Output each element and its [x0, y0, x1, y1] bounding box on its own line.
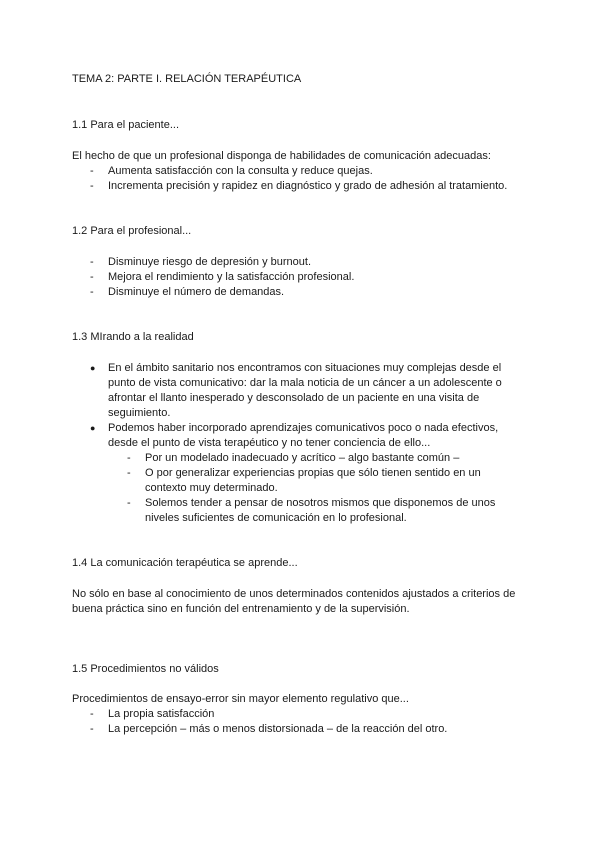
- dash-marker: -: [127, 452, 131, 464]
- section-paragraph-line: No sólo en base al conocimiento de unos determinados contenidos ajustados a criterios de: [72, 588, 516, 600]
- list-item-text: Disminuye el número de demandas.: [108, 286, 285, 298]
- document-title: TEMA 2: PARTE I. RELACIÓN TERAPÉUTICA: [72, 73, 302, 85]
- sub-list-line: contexto muy determinado.: [145, 482, 278, 494]
- sub-list-line: niveles suficientes de comunicación en lo profesional.: [145, 512, 407, 524]
- section-intro-1-5: Procedimientos de ensayo-error sin mayor elemento regulativo que...: [72, 693, 409, 705]
- section-heading-1-3: 1.3 MIrando a la realidad: [72, 331, 194, 343]
- bullet-line: Podemos haber incorporado aprendizajes comunicativos poco o nada efectivos,: [108, 422, 499, 434]
- section-heading-1-1: 1.1 Para el paciente...: [72, 119, 180, 131]
- list-item-text: Incrementa precisión y rapidez en diagnóstico y grado de adhesión al tratamiento.: [108, 180, 508, 192]
- bullet-line: En el ámbito sanitario nos encontramos con situaciones muy complejas desde el: [108, 362, 502, 374]
- dash-marker: -: [90, 180, 94, 192]
- bullet-line: seguimiento.: [108, 407, 171, 419]
- sub-list-line: Por un modelado inadecuado y acrítico – algo bastante común –: [145, 452, 460, 464]
- section-heading-1-4: 1.4 La comunicación terapéutica se aprende...: [72, 557, 298, 569]
- list-item-text: Aumenta satisfacción con la consulta y reduce quejas.: [108, 165, 373, 177]
- bullet-line: desde el punto de vista terapéutico y no tener conciencia de ello...: [108, 437, 431, 449]
- dash-marker: -: [90, 271, 94, 283]
- dash-marker: -: [90, 256, 94, 268]
- bullet-marker: ●: [90, 423, 96, 433]
- section-heading-1-5: 1.5 Procedimientos no válidos: [72, 663, 219, 675]
- list-item-text: La percepción – más o menos distorsionada – de la reacción del otro.: [108, 723, 448, 735]
- section-intro-1-1: El hecho de que un profesional disponga de habilidades de comunicación adecuadas:: [72, 150, 491, 162]
- dash-marker: -: [90, 723, 94, 735]
- dash-marker: -: [90, 286, 94, 298]
- dash-marker: -: [127, 497, 131, 509]
- list-item-text: Disminuye riesgo de depresión y burnout.: [108, 256, 312, 268]
- dash-marker: -: [90, 708, 94, 720]
- bullet-line: afrontar el llanto inesperado y desconsolado de un paciente en una visita de: [108, 392, 480, 404]
- dash-marker: -: [90, 165, 94, 177]
- section-heading-1-2: 1.2 Para el profesional...: [72, 225, 192, 237]
- dash-marker: -: [127, 467, 131, 479]
- section-paragraph-line: buena práctica sino en función del entrenamiento y de la supervisión.: [72, 603, 410, 615]
- sub-list-line: O por generalizar experiencias propias que sólo tienen sentido en un: [145, 467, 481, 479]
- sub-list-line: Solemos tender a pensar de nosotros mismos que disponemos de unos: [145, 497, 496, 509]
- list-item-text: La propia satisfacción: [108, 708, 215, 720]
- list-item-text: Mejora el rendimiento y la satisfacción profesional.: [108, 271, 355, 283]
- bullet-line: punto de vista comunicativo: dar la mala noticia de un cáncer a un adolescente o: [108, 377, 502, 389]
- bullet-marker: ●: [90, 363, 96, 373]
